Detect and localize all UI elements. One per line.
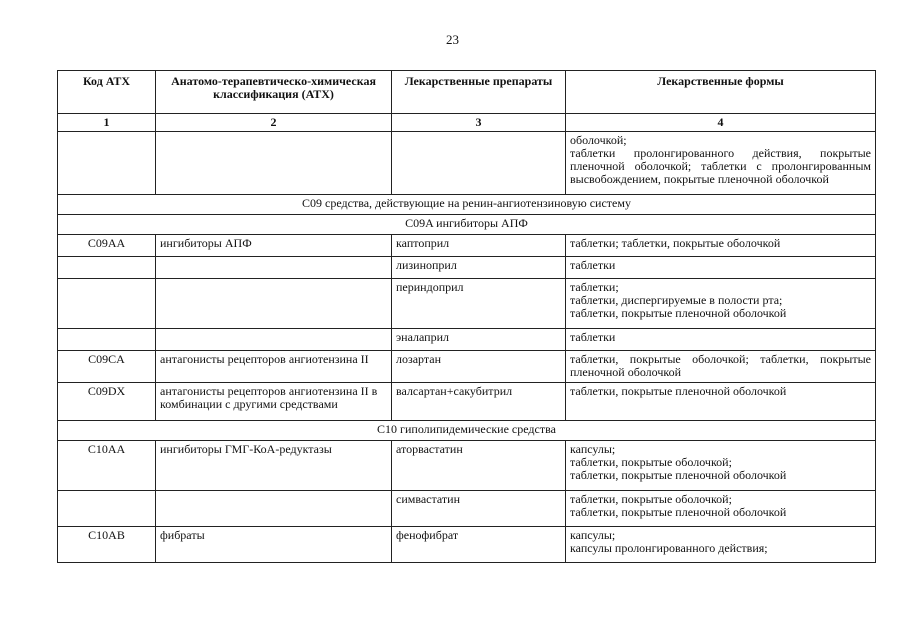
table-row — [58, 257, 876, 279]
header-classification: Анатомо-терапевтическо-химическая классификация (АТХ) — [156, 71, 392, 114]
drug-cell: симвастатин — [392, 491, 566, 527]
drug-cell: периндоприл — [392, 279, 566, 329]
continuation-code — [58, 132, 156, 195]
column-number-3: 3 — [392, 114, 566, 132]
header-code: Код АТХ — [58, 71, 156, 114]
class-cell — [156, 257, 392, 279]
column-number-row — [58, 114, 876, 132]
section-title-c09: C09 средства, действующие на ренин-ангиотензиновую систему — [58, 195, 876, 215]
table-row — [58, 351, 876, 383]
section-row-c10 — [58, 421, 876, 441]
code-cell: C10AB — [58, 527, 156, 563]
forms-cell: капсулы; капсулы пролонгированного действия; — [566, 527, 876, 563]
class-cell — [156, 491, 392, 527]
section-row-c09 — [58, 195, 876, 215]
table-row — [58, 441, 876, 491]
table-row — [58, 329, 876, 351]
continuation-forms: оболочкой; таблетки пролонгированного действия, покрытые пленочной оболочкой; таблетки с пролонгированным высвобождением, покрытые пленочной оболочкой — [566, 132, 876, 195]
forms-cell: таблетки; таблетки, диспергируемые в полости рта; таблетки, покрытые пленочной оболочкой — [566, 279, 876, 329]
class-cell — [156, 279, 392, 329]
forms-cell: таблетки — [566, 329, 876, 351]
class-cell: ингибиторы АПФ — [156, 235, 392, 257]
continuation-row — [58, 132, 876, 195]
class-cell: антагонисты рецепторов ангиотензина II в комбинации с другими средствами — [156, 383, 392, 421]
table-row — [58, 383, 876, 421]
column-number-1: 1 — [58, 114, 156, 132]
class-cell: фибраты — [156, 527, 392, 563]
header-drugs: Лекарственные препараты — [392, 71, 566, 114]
drug-cell: лизиноприл — [392, 257, 566, 279]
c09-rows — [58, 235, 876, 421]
drug-cell: лозартан — [392, 351, 566, 383]
code-cell: C09AA — [58, 235, 156, 257]
drug-table — [57, 70, 876, 563]
continuation-drug — [392, 132, 566, 195]
drug-cell: каптоприл — [392, 235, 566, 257]
code-cell — [58, 491, 156, 527]
header-forms: Лекарственные формы — [566, 71, 876, 114]
drug-cell: эналаприл — [392, 329, 566, 351]
table-row — [58, 491, 876, 527]
code-cell — [58, 329, 156, 351]
table-row — [58, 527, 876, 563]
class-cell: ингибиторы ГМГ-КоА-редуктазы — [156, 441, 392, 491]
forms-cell: таблетки, покрытые оболочкой; таблетки, покрытые пленочной оболочкой — [566, 351, 876, 383]
section-title-c10: C10 гиполипидемические средства — [58, 421, 876, 441]
section-row-c09a — [58, 215, 876, 235]
code-cell — [58, 257, 156, 279]
class-cell — [156, 329, 392, 351]
class-cell: антагонисты рецепторов ангиотензина II — [156, 351, 392, 383]
forms-cell: таблетки, покрытые пленочной оболочкой — [566, 383, 876, 421]
column-number-2: 2 — [156, 114, 392, 132]
code-cell: C09DX — [58, 383, 156, 421]
table-row — [58, 279, 876, 329]
drug-cell: валсартан+сакубитрил — [392, 383, 566, 421]
drug-cell: аторвастатин — [392, 441, 566, 491]
drug-cell: фенофибрат — [392, 527, 566, 563]
forms-cell: таблетки, покрытые оболочкой; таблетки, покрытые пленочной оболочкой — [566, 491, 876, 527]
continuation-class — [156, 132, 392, 195]
forms-cell: капсулы; таблетки, покрытые оболочкой; таблетки, покрытые пленочной оболочкой — [566, 441, 876, 491]
forms-cell: таблетки — [566, 257, 876, 279]
forms-cell: таблетки; таблетки, покрытые оболочкой — [566, 235, 876, 257]
table-row — [58, 235, 876, 257]
section-title-c09a: C09A ингибиторы АПФ — [58, 215, 876, 235]
page-number: 23 — [446, 32, 459, 47]
code-cell: C10AA — [58, 441, 156, 491]
code-cell — [58, 279, 156, 329]
code-cell: C09CA — [58, 351, 156, 383]
c10-rows — [58, 441, 876, 563]
header-row — [58, 71, 876, 114]
column-number-4: 4 — [566, 114, 876, 132]
